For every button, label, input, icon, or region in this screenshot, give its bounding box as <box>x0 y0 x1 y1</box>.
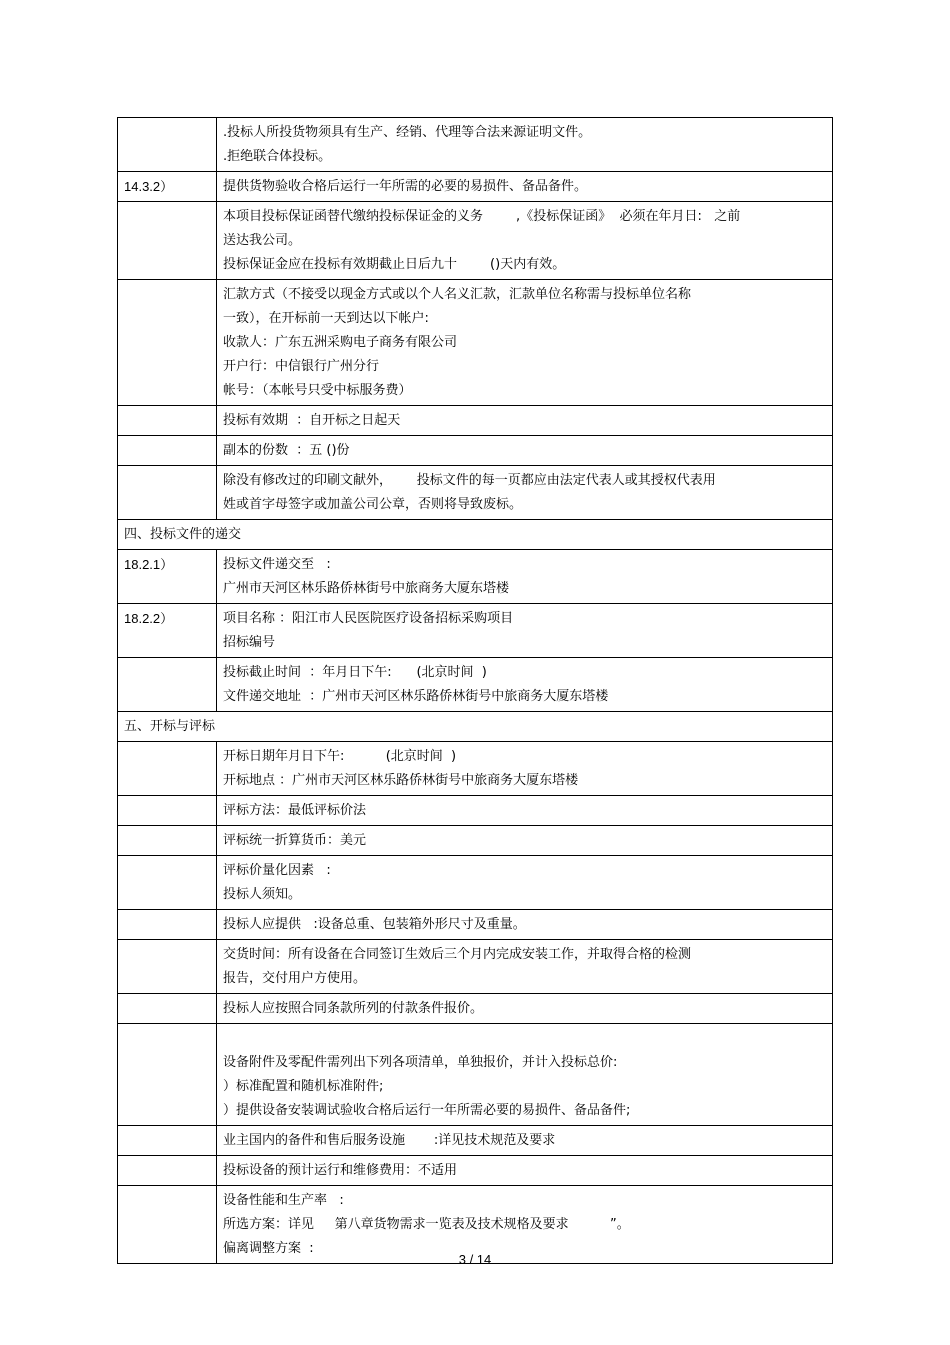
clause-number <box>118 658 217 712</box>
content-line: 偏离调整方案 : <box>223 1241 314 1256</box>
clause-number <box>118 118 217 172</box>
content-line: 评标统一折算货币：美元 <box>223 833 367 848</box>
content-line: 除没有修改过的印刷文献外， 投标文件的每一页都应由法定代表人或其授权代表用 <box>223 473 716 488</box>
section-row <box>118 520 833 550</box>
clause-number <box>118 466 217 520</box>
content-line: 投标人须知。 <box>223 887 302 902</box>
content-line: 投标文件递交至 : <box>223 557 331 572</box>
clause-number <box>118 856 217 910</box>
clause-content <box>217 742 833 796</box>
section-heading: 五、开标与评标 <box>118 712 833 742</box>
clause-number <box>118 1156 217 1186</box>
content-line <box>223 1027 826 1051</box>
content-line: 开标地点 ：广州市天河区林乐路侨林街号中旅商务大厦东塔楼 <box>223 773 579 788</box>
clause-content <box>217 466 833 520</box>
clause-number <box>118 280 217 406</box>
content-line: 投标设备的预计运行和维修费用：不适用 <box>223 1163 458 1178</box>
content-line: 收款人：广东五洲采购电子商务有限公司 <box>223 335 458 350</box>
table-row <box>118 280 833 406</box>
content-line: 投标人应提供 :设备总重、包装箱外形尺寸及重量。 <box>223 917 526 932</box>
table-row <box>118 1024 833 1126</box>
content-line: 评标价量化因素 : <box>223 863 331 878</box>
content-line: 投标截止时间 ：年月日下午: (北京时间 ) <box>223 665 487 680</box>
table-row <box>118 436 833 466</box>
clause-content <box>217 1024 833 1126</box>
clause-number: 18.2.1） <box>118 550 217 604</box>
clause-number <box>118 202 217 280</box>
content-line: ）提供设备安装调试验收合格后运行一年所需必要的易损件、备品备件; <box>223 1103 631 1118</box>
table-row <box>118 466 833 520</box>
table-row <box>118 1156 833 1186</box>
clause-number: 14.3.2） <box>118 172 217 202</box>
content-line: 文件递交地址 ：广州市天河区林乐路侨林街号中旅商务大厦东塔楼 <box>223 689 609 704</box>
section-row <box>118 712 833 742</box>
content-line: 送达我公司。 <box>223 233 302 248</box>
table-row <box>118 406 833 436</box>
clause-number <box>118 940 217 994</box>
table-row <box>118 172 833 202</box>
content-line: 交货时间：所有设备在合同签订生效后三个月内完成安装工作，并取得合格的检测 <box>223 947 692 962</box>
clause-number: 18.2.2） <box>118 604 217 658</box>
clause-number <box>118 742 217 796</box>
content-line: 汇款方式（不接受以现金方式或以个人名义汇款，汇款单位名称需与投标单位名称 <box>223 287 692 302</box>
content-line: 开户行：中信银行广州分行 <box>223 359 380 374</box>
table-row <box>118 550 833 604</box>
clause-content <box>217 658 833 712</box>
content-line: 设备性能和生产率 : <box>223 1193 344 1208</box>
table-row <box>118 742 833 796</box>
clause-content <box>217 910 833 940</box>
clause-content <box>217 118 833 172</box>
clause-number <box>118 436 217 466</box>
page-number: 3 / 14 <box>458 1252 492 1267</box>
clause-content <box>217 172 833 202</box>
content-line: 帐号：（本帐号只受中标服务费） <box>223 383 412 398</box>
content-line: 副本的份数 ：五 ()份 <box>223 443 350 458</box>
content-line: 投标保证金应在投标有效期截止日后九十 ()天内有效。 <box>223 257 566 272</box>
clause-number <box>118 796 217 826</box>
content-line: 投标人应按照合同条款所列的付款条件报价。 <box>223 1001 484 1016</box>
table-row <box>118 796 833 826</box>
content-line: 广州市天河区林乐路侨林街号中旅商务大厦东塔楼 <box>223 581 510 596</box>
clause-content <box>217 1126 833 1156</box>
table-row <box>118 940 833 994</box>
bid-instructions-table <box>117 117 833 1264</box>
clause-content <box>217 436 833 466</box>
table-row <box>118 826 833 856</box>
table-row <box>118 658 833 712</box>
clause-content <box>217 202 833 280</box>
table-row <box>118 994 833 1024</box>
clause-number <box>118 406 217 436</box>
clause-content <box>217 856 833 910</box>
table-row <box>118 910 833 940</box>
clause-content <box>217 994 833 1024</box>
table-body <box>118 118 833 1264</box>
clause-number <box>118 1126 217 1156</box>
clause-content <box>217 406 833 436</box>
content-line: 本项目投标保证函替代缴纳投标保证金的义务 ,《投标保证函》 必须在年月日: 之前 <box>223 209 741 224</box>
content-line: 投标有效期 ：自开标之日起天 <box>223 413 401 428</box>
section-heading: 四、投标文件的递交 <box>118 520 833 550</box>
clause-number <box>118 910 217 940</box>
content-line: 评标方法：最低评标价法 <box>223 803 367 818</box>
table-row <box>118 1126 833 1156</box>
clause-content <box>217 1156 833 1186</box>
content-line: 姓或首字母签字或加盖公司公章，否则将导致废标。 <box>223 497 523 512</box>
content-line: .投标人所投货物须具有生产、经销、代理等合法来源证明文件。 <box>223 125 592 140</box>
clause-content <box>217 604 833 658</box>
content-line: 设备附件及零配件需列出下列各项清单，单独报价，并计入投标总价: <box>223 1055 618 1070</box>
clause-content <box>217 826 833 856</box>
content-line: 开标日期年月日下午: (北京时间 ) <box>223 749 457 764</box>
content-line: ）标准配置和随机标准附件; <box>223 1079 384 1094</box>
clause-number <box>118 1024 217 1126</box>
content-line: 提供货物验收合格后运行一年所需的必要的易损件、备品备件。 <box>223 179 588 194</box>
content-line: 项目名称 ：阳江市人民医院医疗设备招标采购项目 <box>223 611 514 626</box>
content-line: 一致），在开标前一天到达以下帐户: <box>223 311 429 326</box>
content-line: 所选方案：详见 第八章货物需求一览表及技术规格及要求 ”。 <box>223 1217 630 1232</box>
table-row <box>118 202 833 280</box>
content-line: .拒绝联合体投标。 <box>223 149 332 164</box>
clause-content <box>217 550 833 604</box>
clause-content <box>217 940 833 994</box>
clause-content <box>217 280 833 406</box>
content-line: 报告，交付用户方使用。 <box>223 971 367 986</box>
table-row <box>118 118 833 172</box>
table-row <box>118 604 833 658</box>
clause-content <box>217 796 833 826</box>
clause-number <box>118 826 217 856</box>
content-line: 业主国内的备件和售后服务设施 :详见技术规范及要求 <box>223 1133 556 1148</box>
clause-number <box>118 994 217 1024</box>
content-line: 招标编号 <box>223 635 276 650</box>
table-row <box>118 856 833 910</box>
